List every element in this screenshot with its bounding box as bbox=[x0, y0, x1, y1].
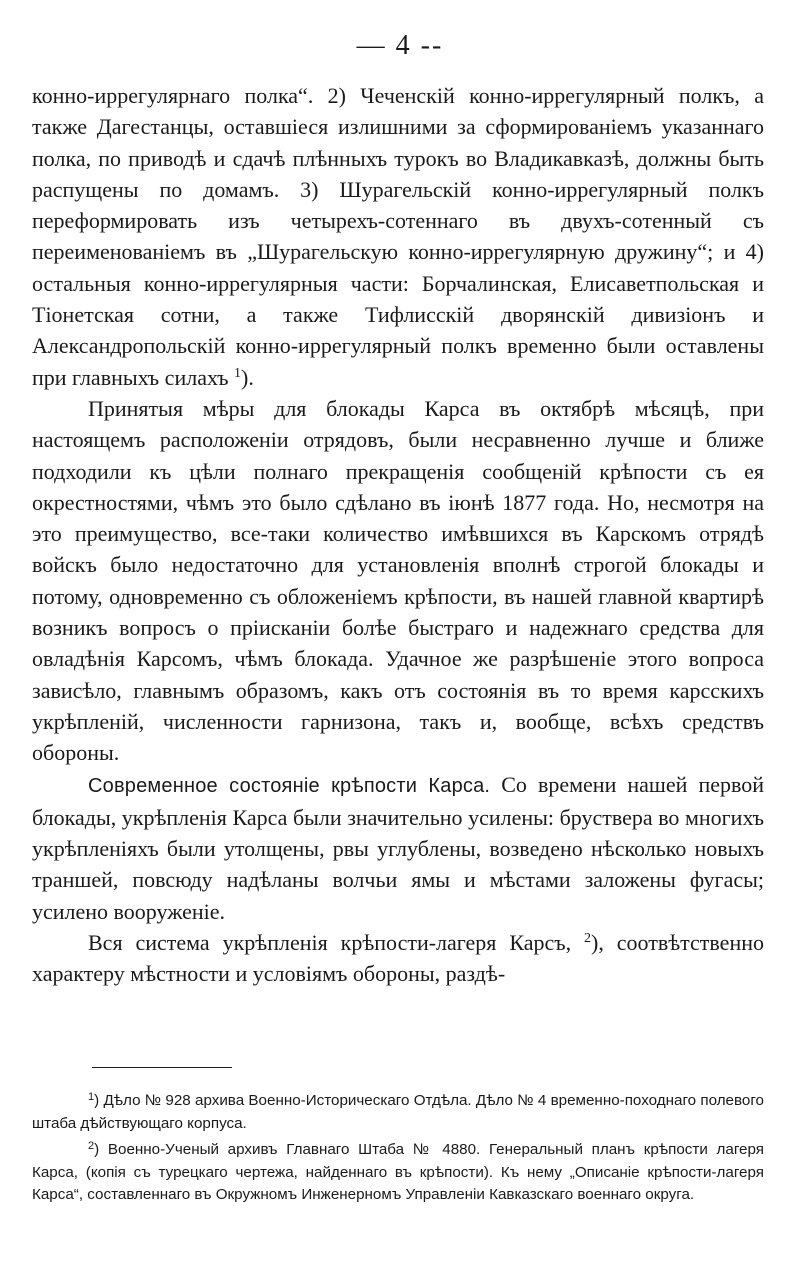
body-text bbox=[32, 80, 764, 990]
section-heading: Современное состояніе крѣпости Карса. bbox=[88, 774, 491, 797]
paragraph-3 bbox=[32, 769, 764, 927]
footnote-2 bbox=[32, 1139, 764, 1207]
footnote-ref-2: 2 bbox=[584, 931, 592, 947]
footnote-text: ) Военно-Ученый архивъ Главнаго Штаба № 4880. Генеральный планъ крѣпости лагеря Карса, (копія съ турецкаго чертежа, найденнаго въ крѣпости). Къ нему „Описаніе крѣпости-лагеря Карса“, составленнаго въ Окружномъ Инженерномъ Управленіи Кавказскаго военнаго округа. bbox=[32, 1141, 764, 1203]
paragraph-2: Принятыя мѣры для блокады Карса въ октябрѣ мѣсяцѣ, при настоящемъ расположеніи отрядовъ, были несравненно лучше и ближе подходили къ цѣли полнаго прекращенія сообщеній крѣпости съ ея окрестностями, чѣмъ это было сдѣлано въ іюнѣ 1877 года. Но, несмотря на это преимущество, все-таки количество имѣвшихся въ Карскомъ отрядѣ войскъ было недостаточно для установленія вполнѣ строгой блокады и потому, одновременно съ обложеніемъ крѣпости, въ нашей главной квартирѣ возникъ вопросъ о пріисканіи болѣе быстраго и надежнаго средства для овладѣнія Карсомъ, чѣмъ блокада. Удачное же разрѣшеніе этого вопроса зависѣло, главнымъ образомъ, какъ отъ состоянія въ то время карсскихъ укрѣпленій, численности гарнизона, такъ и, вообще, всѣхъ средствъ обороны. bbox=[32, 395, 764, 766]
footnote-separator bbox=[92, 1067, 232, 1068]
paragraph-3-text: Со времени нашей первой блокады, укрѣпленія Карса были значительно усилены: брустверa во многихъ укрѣпленіяхъ были утолщены, рвы углублены, возведено нѣсколько новыхъ траншей, повсюду надѣланы волчьи ямы и мѣстами заложены фугасы; усилено вооруженіе. bbox=[32, 771, 765, 924]
paragraph-4 bbox=[32, 927, 764, 990]
footnote-ref-1: 1 bbox=[234, 365, 241, 381]
paragraph-4-text: Вся система укрѣпленія крѣпости-лагеря Карсъ, bbox=[88, 930, 572, 956]
footnote-1 bbox=[32, 1090, 764, 1135]
footnote-mark: 2 bbox=[88, 1140, 95, 1152]
paragraph-1 bbox=[32, 80, 764, 393]
paragraph-1-text: конно-иррегулярнаго полка“. 2) Чеченскій конно-иррегулярный полкъ, а также Дагестанцы, оставшіеся излишними за сформированіемъ указаннаго полка, по приводѣ и сдачѣ плѣнныхъ турокъ во Владикавказѣ, должны быть распущены по домамъ. 3) Шурагельскій конно-иррегулярный полкъ переформировать изъ четырехъ-сотеннаго въ двухъ-сотенный съ переименованіемъ въ „Шурагельскую конно-иррегулярную дружину“; и 4) остальныя конно-иррегулярныя части: Борчалинская, Елисаветпольская и Тіонетская сотни, а также Тифлисскій дворянскій дивизіонъ и Александропольскій конно-иррегулярный полкъ временно были оставлены при главныхъ силахъ bbox=[32, 83, 764, 390]
footnotes bbox=[32, 1090, 764, 1211]
paragraph-1-end: ). bbox=[241, 364, 254, 390]
footnote-text: ) Дѣло № 928 архива Военно-Историческаго Отдѣла. Дѣло № 4 временно-походнаго полевого штаба дѣйствующаго корпуса. bbox=[32, 1092, 764, 1132]
paragraph-4-end: ), соотвѣтственно характеру мѣстности и условіямъ обороны, раздѣ- bbox=[32, 930, 764, 987]
page-number: — 4 -- bbox=[356, 30, 444, 61]
footnote-mark: 1 bbox=[88, 1091, 95, 1103]
